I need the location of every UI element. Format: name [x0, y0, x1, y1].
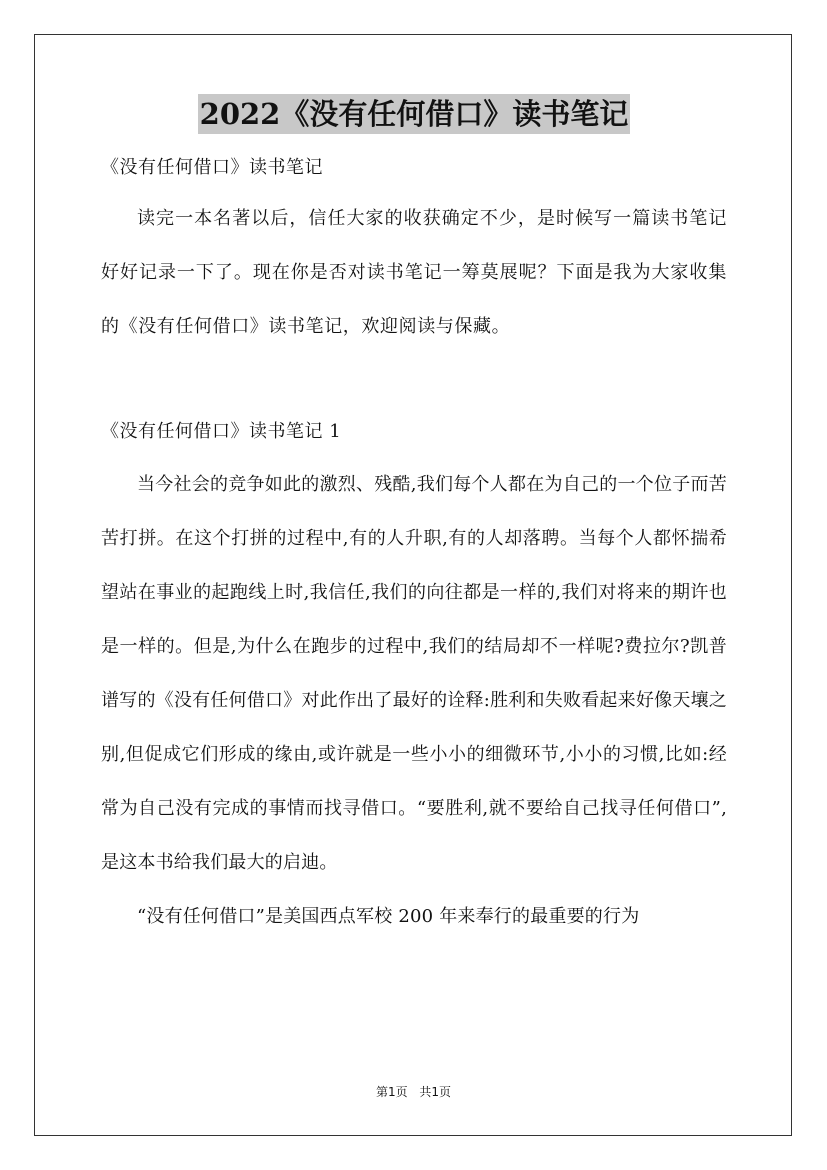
section-heading-note-1: 《没有任何借口》读书笔记 1	[101, 421, 342, 442]
spacer	[101, 354, 727, 416]
title-container	[101, 94, 727, 134]
section-heading-intro: 《没有任何借口》读书笔记	[101, 157, 323, 178]
page-number-total: 共1页	[419, 1085, 452, 1099]
page-number-current: 第1页	[375, 1085, 408, 1099]
document-body	[101, 94, 727, 944]
body-paragraph-1: 当今社会的竞争如此的激烈、残酷,我们每个人都在为自己的一个位子而苦苦打拼。在这个打拼的过程中,有的人升职,有的人却落聘。当每个人都怀揣希望站在事业的起跑线上时,我信任,我们的向往都是一样的,我们对将来的期许也是一样的。但是,为什么在跑步的过程中,我们的结局却不一样呢?费拉尔?凯普谱写的《没有任何借口》对此作出了最好的诠释:胜利和失败看起来好像天壤之别,但促成它们形成的缘由,或许就是一些小小的细微环节,小小的习惯,比如:经常为自己没有完成的事情而找寻借口。“要胜利,就不要给自己找寻任何借口”,是这本书给我们最大的启迪。	[101, 474, 727, 873]
spacer	[101, 448, 727, 458]
document-title: 2022《没有任何借口》读书笔记	[198, 94, 631, 134]
body-paragraph-2: “没有任何借口”是美国西点军校 200 年来奉行的最重要的行为	[137, 906, 640, 927]
spacer	[101, 184, 727, 192]
intro-paragraph: 读完一本名著以后，信任大家的收获确定不少，是时候写一篇读书笔记好好记录一下了。现在你是否对读书笔记一筹莫展呢？下面是我为大家收集的《没有任何借口》读书笔记，欢迎阅读与保藏。	[101, 208, 727, 337]
page-footer	[0, 1084, 827, 1100]
